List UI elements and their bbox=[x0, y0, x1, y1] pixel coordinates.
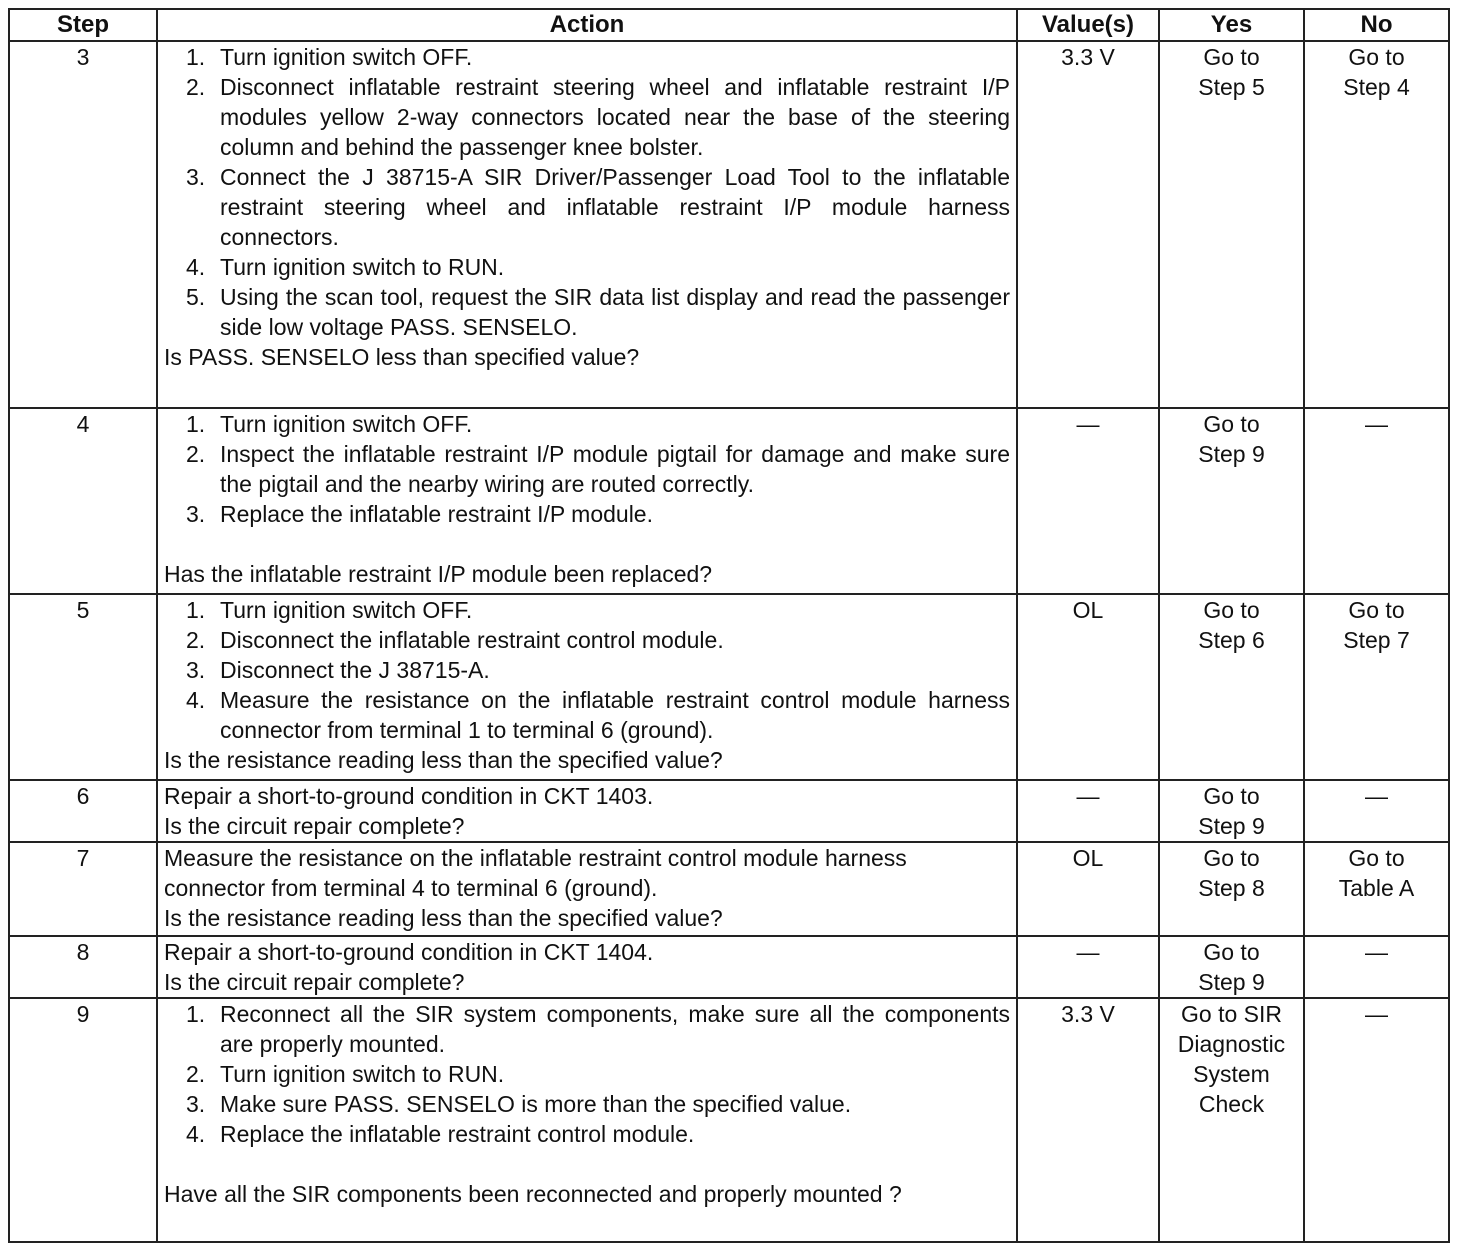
no-cell: — bbox=[1304, 998, 1449, 1242]
action-question: Is the resistance reading less than the specified value? bbox=[164, 747, 723, 773]
action-item: 2. Disconnect the inflatable restraint control module. bbox=[186, 627, 724, 653]
action-cell bbox=[157, 408, 1017, 594]
action-item: 1. Turn ignition switch OFF. bbox=[186, 44, 473, 70]
diagnostic-table bbox=[8, 8, 1450, 1243]
action-item: 3. Make sure PASS. SENSELO is more than the specified value. bbox=[186, 1091, 852, 1117]
yes-cell: Go to Step 9 bbox=[1159, 780, 1304, 842]
step-number: 6 bbox=[9, 780, 157, 842]
no-cell: Go to Step 7 bbox=[1304, 594, 1449, 780]
value-cell: OL bbox=[1017, 594, 1159, 780]
table-row bbox=[9, 998, 1449, 1242]
action-cell bbox=[157, 842, 1017, 936]
action-item: 3. Connect the J 38715-A SIR Driver/Passenger Load Tool to the inflatable restraint steering wheel and inflatable restraint I/P module harness connectors. bbox=[186, 164, 1010, 250]
yes-cell: Go to SIR Diagnostic System Check bbox=[1159, 998, 1304, 1242]
action-item: 3. Replace the inflatable restraint I/P module. bbox=[186, 501, 653, 527]
step-number: 3 bbox=[9, 41, 157, 408]
yes-cell: Go to Step 5 bbox=[1159, 41, 1304, 408]
action-item: 4. Replace the inflatable restraint control module. bbox=[186, 1121, 695, 1147]
action-item: 2. Turn ignition switch to RUN. bbox=[186, 1061, 505, 1087]
no-cell: — bbox=[1304, 936, 1449, 998]
action-question: Have all the SIR components been reconnected and properly mounted ? bbox=[164, 1181, 902, 1207]
value-cell: — bbox=[1017, 408, 1159, 594]
yes-cell: Go to Step 9 bbox=[1159, 408, 1304, 594]
yes-cell: Go to Step 9 bbox=[1159, 936, 1304, 998]
header-yes: Yes bbox=[1159, 9, 1304, 41]
action-cell bbox=[157, 936, 1017, 998]
no-cell: Go to Table A bbox=[1304, 842, 1449, 936]
table-row bbox=[9, 936, 1449, 998]
header-values: Value(s) bbox=[1017, 9, 1159, 41]
header-no: No bbox=[1304, 9, 1449, 41]
value-cell: 3.3 V bbox=[1017, 998, 1159, 1242]
table-row bbox=[9, 408, 1449, 594]
action-question: Is PASS. SENSELO less than specified value? bbox=[164, 344, 640, 370]
step-number: 7 bbox=[9, 842, 157, 936]
action-item: 2. Inspect the inflatable restraint I/P module pigtail for damage and make sure the pigtail and the nearby wiring are routed correctly. bbox=[186, 441, 1010, 497]
value-cell: 3.3 V bbox=[1017, 41, 1159, 408]
action-text: Repair a short-to-ground condition in CKT 1403. bbox=[164, 783, 654, 809]
no-cell: — bbox=[1304, 408, 1449, 594]
action-item: 5. Using the scan tool, request the SIR data list display and read the passenger side low voltage PASS. SENSELO. bbox=[186, 284, 1010, 340]
action-item: 1. Turn ignition switch OFF. bbox=[186, 597, 473, 623]
table-row bbox=[9, 842, 1449, 936]
step-number: 4 bbox=[9, 408, 157, 594]
action-text: Measure the resistance on the inflatable restraint control module harness connector from terminal 4 to terminal 6 (ground). bbox=[164, 845, 907, 901]
action-question: Has the inflatable restraint I/P module been replaced? bbox=[164, 561, 713, 587]
header-step: Step bbox=[9, 9, 157, 41]
action-question: Is the circuit repair complete? bbox=[164, 969, 465, 995]
action-text: Repair a short-to-ground condition in CKT 1404. bbox=[164, 939, 654, 965]
action-cell bbox=[157, 780, 1017, 842]
table-row bbox=[9, 594, 1449, 780]
action-question: Is the circuit repair complete? bbox=[164, 813, 465, 839]
action-cell bbox=[157, 594, 1017, 780]
value-cell: — bbox=[1017, 936, 1159, 998]
table-row bbox=[9, 780, 1449, 842]
no-cell: — bbox=[1304, 780, 1449, 842]
value-cell: OL bbox=[1017, 842, 1159, 936]
yes-cell: Go to Step 8 bbox=[1159, 842, 1304, 936]
action-item: 3. Disconnect the J 38715-A. bbox=[186, 657, 490, 683]
step-number: 8 bbox=[9, 936, 157, 998]
yes-cell: Go to Step 6 bbox=[1159, 594, 1304, 780]
action-item: 2. Disconnect inflatable restraint steering wheel and inflatable restraint I/P modules yellow 2-way connectors located near the base of the steering column and behind the passenger knee bolster. bbox=[186, 74, 1010, 160]
action-cell bbox=[157, 998, 1017, 1242]
step-number: 9 bbox=[9, 998, 157, 1242]
step-number: 5 bbox=[9, 594, 157, 780]
action-item: 4. Measure the resistance on the inflatable restraint control module harness connector from terminal 1 to terminal 6 (ground). bbox=[186, 687, 1010, 743]
header-action: Action bbox=[157, 9, 1017, 41]
action-item: 1. Reconnect all the SIR system components, make sure all the components are properly mounted. bbox=[186, 1001, 1010, 1057]
action-item: 4. Turn ignition switch to RUN. bbox=[186, 254, 505, 280]
value-cell: — bbox=[1017, 780, 1159, 842]
action-cell bbox=[157, 41, 1017, 408]
header-row bbox=[9, 9, 1449, 41]
table-row bbox=[9, 41, 1449, 408]
action-item: 1. Turn ignition switch OFF. bbox=[186, 411, 473, 437]
no-cell: Go to Step 4 bbox=[1304, 41, 1449, 408]
action-question: Is the resistance reading less than the specified value? bbox=[164, 905, 723, 931]
